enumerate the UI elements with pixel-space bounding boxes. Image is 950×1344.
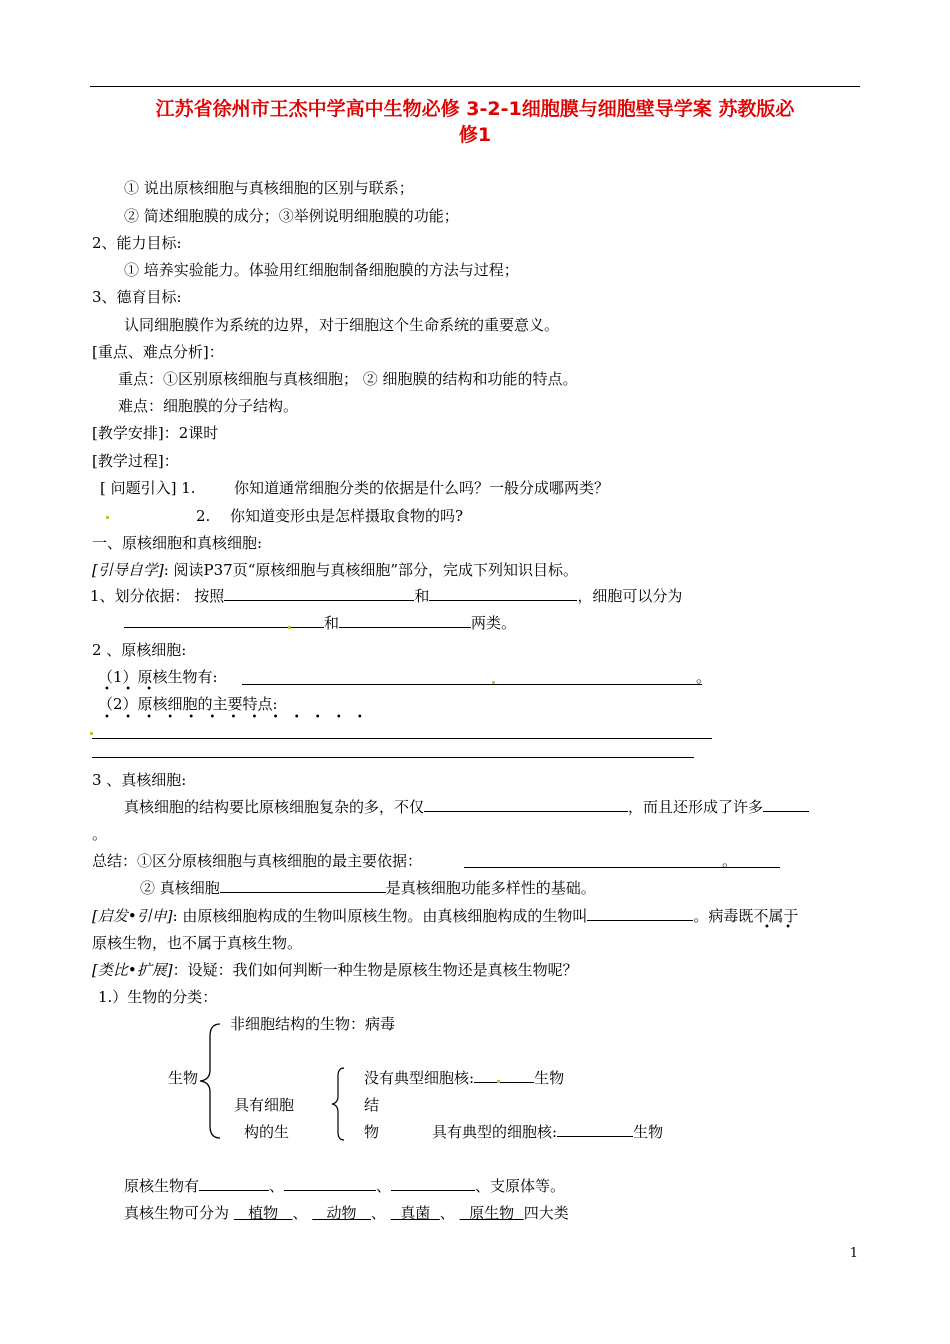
section-1-heading: 一、原核细胞和真核细胞: bbox=[92, 534, 263, 552]
prokaryote-item-1-label: （1）原核生物有: bbox=[98, 668, 218, 686]
emphasis-dots: • • • • • • • • • • • • • bbox=[104, 712, 369, 723]
basis-blank-1[interactable] bbox=[224, 586, 414, 601]
summary-1-end: 。 bbox=[722, 852, 738, 870]
basis-suffix: ，细胞可以分为 bbox=[577, 587, 683, 605]
question-1-label: [ 问题引入] 1. bbox=[100, 479, 196, 497]
stray-mark bbox=[288, 626, 291, 629]
eukaryote-end: 。 bbox=[92, 825, 108, 843]
cellular-label-1: 具有细胞 bbox=[234, 1096, 295, 1114]
basis-prefix: 1、划分依据： 按照 bbox=[90, 587, 225, 605]
no-nucleus-suffix: 生物 bbox=[534, 1069, 565, 1087]
stray-mark bbox=[492, 681, 495, 684]
emphasis-dots: • • • bbox=[104, 684, 159, 695]
eukaryote-heading: 3 、真核细胞: bbox=[92, 771, 187, 789]
moral-heading: 3、德育目标: bbox=[92, 288, 182, 306]
question-2-text: 你知道变形虫是怎样摄取食物的吗? bbox=[230, 507, 464, 525]
summary-1 bbox=[92, 851, 422, 871]
hint-text-2: 。病毒既不属于 bbox=[693, 907, 799, 925]
knowledge-goal-1: ① 说出原核细胞与真核细胞的区别与联系； bbox=[124, 179, 414, 197]
schedule: [教学安排]：2课时 bbox=[92, 424, 219, 442]
prokaryote-blank-3[interactable] bbox=[391, 1176, 475, 1191]
summary-blank[interactable] bbox=[220, 878, 386, 893]
basis-blank-3[interactable] bbox=[124, 613, 324, 628]
prokaryote-item-1-end: 。 bbox=[696, 668, 712, 686]
eukaryote-kingdom: 真菌 bbox=[400, 1204, 431, 1222]
answer-line[interactable] bbox=[242, 684, 702, 685]
prokaryote-heading: 2 、原核细胞: bbox=[92, 641, 187, 659]
eukaryote-kingdom: 动物 bbox=[326, 1204, 357, 1222]
summary-2-a: ② 真核细胞 bbox=[140, 879, 220, 897]
knowledge-goal-2: ② 简述细胞膜的成分；③举例说明细胞膜的功能； bbox=[124, 207, 459, 225]
brace-icon bbox=[330, 1066, 346, 1142]
focus-hard: 难点：细胞膜的分子结构。 bbox=[118, 397, 299, 415]
basis-and: 和 bbox=[414, 587, 430, 605]
summary-1-text: 总结：①区分原核细胞与真核细胞的最主要依据： bbox=[92, 852, 423, 870]
eukaryote-kingdom: 原生物 bbox=[469, 1204, 515, 1222]
answer-line[interactable] bbox=[92, 757, 694, 758]
eukaryote-list: 真核生物可分为 植物 、 动物 、 真菌 、 原生物 四大类 bbox=[124, 1204, 569, 1222]
process-heading: [教学过程]： bbox=[92, 452, 179, 470]
hint-label: [启发•引申] bbox=[92, 907, 173, 925]
no-nucleus-text: 没有典型细胞核: bbox=[364, 1069, 475, 1087]
eukaryote-kingdom: 植物 bbox=[248, 1204, 279, 1222]
basis-line-2 bbox=[124, 613, 516, 633]
basis-two-kinds: 两类。 bbox=[471, 614, 517, 632]
title-line-1: 江苏省徐州市王杰中学高中生物必修 3-2-1细胞膜与细胞壁导学案 苏教版必 bbox=[155, 98, 795, 120]
separator: 、 bbox=[269, 1177, 285, 1195]
stray-mark bbox=[497, 1080, 500, 1083]
eukaryote-blank-1[interactable] bbox=[424, 797, 628, 812]
focus-heading: [重点、难点分析]： bbox=[92, 343, 224, 361]
hint-line-1 bbox=[92, 906, 798, 926]
analogy-line bbox=[92, 960, 578, 980]
structure-char-1: 结 bbox=[364, 1096, 380, 1114]
summary-2-b: 是真核细胞功能多样性的基础。 bbox=[385, 879, 596, 897]
stray-mark bbox=[90, 732, 93, 735]
eukaryote-blank-2[interactable] bbox=[763, 797, 809, 812]
emphasis-dots: • • bbox=[764, 922, 797, 933]
ability-goal-1: ① 培养实验能力。体验用红细胞制备细胞膜的方法与过程； bbox=[124, 261, 519, 279]
guide-text: : 阅读P37页“原核细胞与真核细胞”部分，完成下列知识目标。 bbox=[163, 561, 579, 579]
header-rule bbox=[90, 86, 860, 87]
page-number: 1 bbox=[849, 1246, 858, 1261]
ability-heading: 2、能力目标: bbox=[92, 234, 182, 252]
question-2-label: 2. bbox=[196, 507, 211, 525]
eukaryote-line bbox=[124, 797, 809, 817]
hint-line-2: 原核生物，也不属于真核生物。 bbox=[92, 934, 303, 952]
hint-blank[interactable] bbox=[587, 906, 693, 921]
brace-icon bbox=[198, 1022, 222, 1140]
prokaryote-blank-1[interactable] bbox=[199, 1176, 269, 1191]
prokaryote-blank-2[interactable] bbox=[284, 1176, 376, 1191]
classification-root: 生物 bbox=[168, 1069, 199, 1087]
title-line-2: 修1 bbox=[458, 124, 492, 146]
hint-text: : 由原核细胞构成的生物叫原核生物。由真核细胞构成的生物叫 bbox=[172, 907, 588, 925]
basis-and-2: 和 bbox=[324, 614, 340, 632]
prokaryote-item-2: （2）原核细胞的主要特点: bbox=[98, 695, 278, 713]
has-nucleus-line bbox=[432, 1122, 663, 1142]
prokaryote-list-end: 、支原体等。 bbox=[475, 1177, 566, 1195]
prokaryote-list bbox=[124, 1176, 565, 1196]
basis-blank-2[interactable] bbox=[429, 586, 577, 601]
summary-2 bbox=[140, 878, 596, 898]
prokaryote-list-label: 原核生物有 bbox=[124, 1177, 200, 1195]
guide-line bbox=[92, 560, 578, 580]
stray-mark bbox=[106, 516, 109, 519]
analogy-text: ：设疑：我们如何判断一种生物是原核生物还是真核生物呢？ bbox=[172, 961, 578, 979]
document-title bbox=[90, 96, 860, 148]
basis-blank-4[interactable] bbox=[339, 613, 471, 628]
has-nucleus-text: 具有典型的细胞核: bbox=[432, 1123, 558, 1141]
separator: 、 bbox=[376, 1177, 392, 1195]
classification-heading: 1.）生物的分类： bbox=[98, 988, 218, 1006]
analogy-label: [类比•扩展] bbox=[92, 961, 173, 979]
has-nucleus-blank[interactable] bbox=[557, 1122, 633, 1137]
guide-label: [引导自学] bbox=[92, 561, 164, 579]
answer-line[interactable] bbox=[92, 738, 712, 739]
eukaryote-text-b: ，而且还形成了许多 bbox=[628, 798, 764, 816]
focus-key: 重点：①区别原核细胞与真核细胞； ② 细胞膜的结构和功能的特点。 bbox=[118, 370, 578, 388]
no-nucleus-blank[interactable] bbox=[474, 1068, 534, 1083]
eukaryote-text-a: 真核细胞的结构要比原核细胞复杂的多，不仅 bbox=[124, 798, 425, 816]
structure-char-2: 物 bbox=[364, 1123, 380, 1141]
no-nucleus-line bbox=[364, 1068, 564, 1088]
has-nucleus-suffix: 生物 bbox=[633, 1123, 664, 1141]
cellular-label-2: 构的生 bbox=[244, 1123, 290, 1141]
basis-line-1 bbox=[90, 586, 682, 606]
eukaryote-list-label: 真核生物可分为 bbox=[124, 1204, 230, 1222]
non-cellular: 非细胞结构的生物：病毒 bbox=[230, 1015, 396, 1033]
question-1-text: 你知道通常细胞分类的依据是什么吗？一般分成哪两类？ bbox=[234, 479, 610, 497]
eukaryote-list-end: 四大类 bbox=[523, 1204, 569, 1222]
moral-goal-1: 认同细胞膜作为系统的边界，对于细胞这个生命系统的重要意义。 bbox=[124, 316, 560, 334]
